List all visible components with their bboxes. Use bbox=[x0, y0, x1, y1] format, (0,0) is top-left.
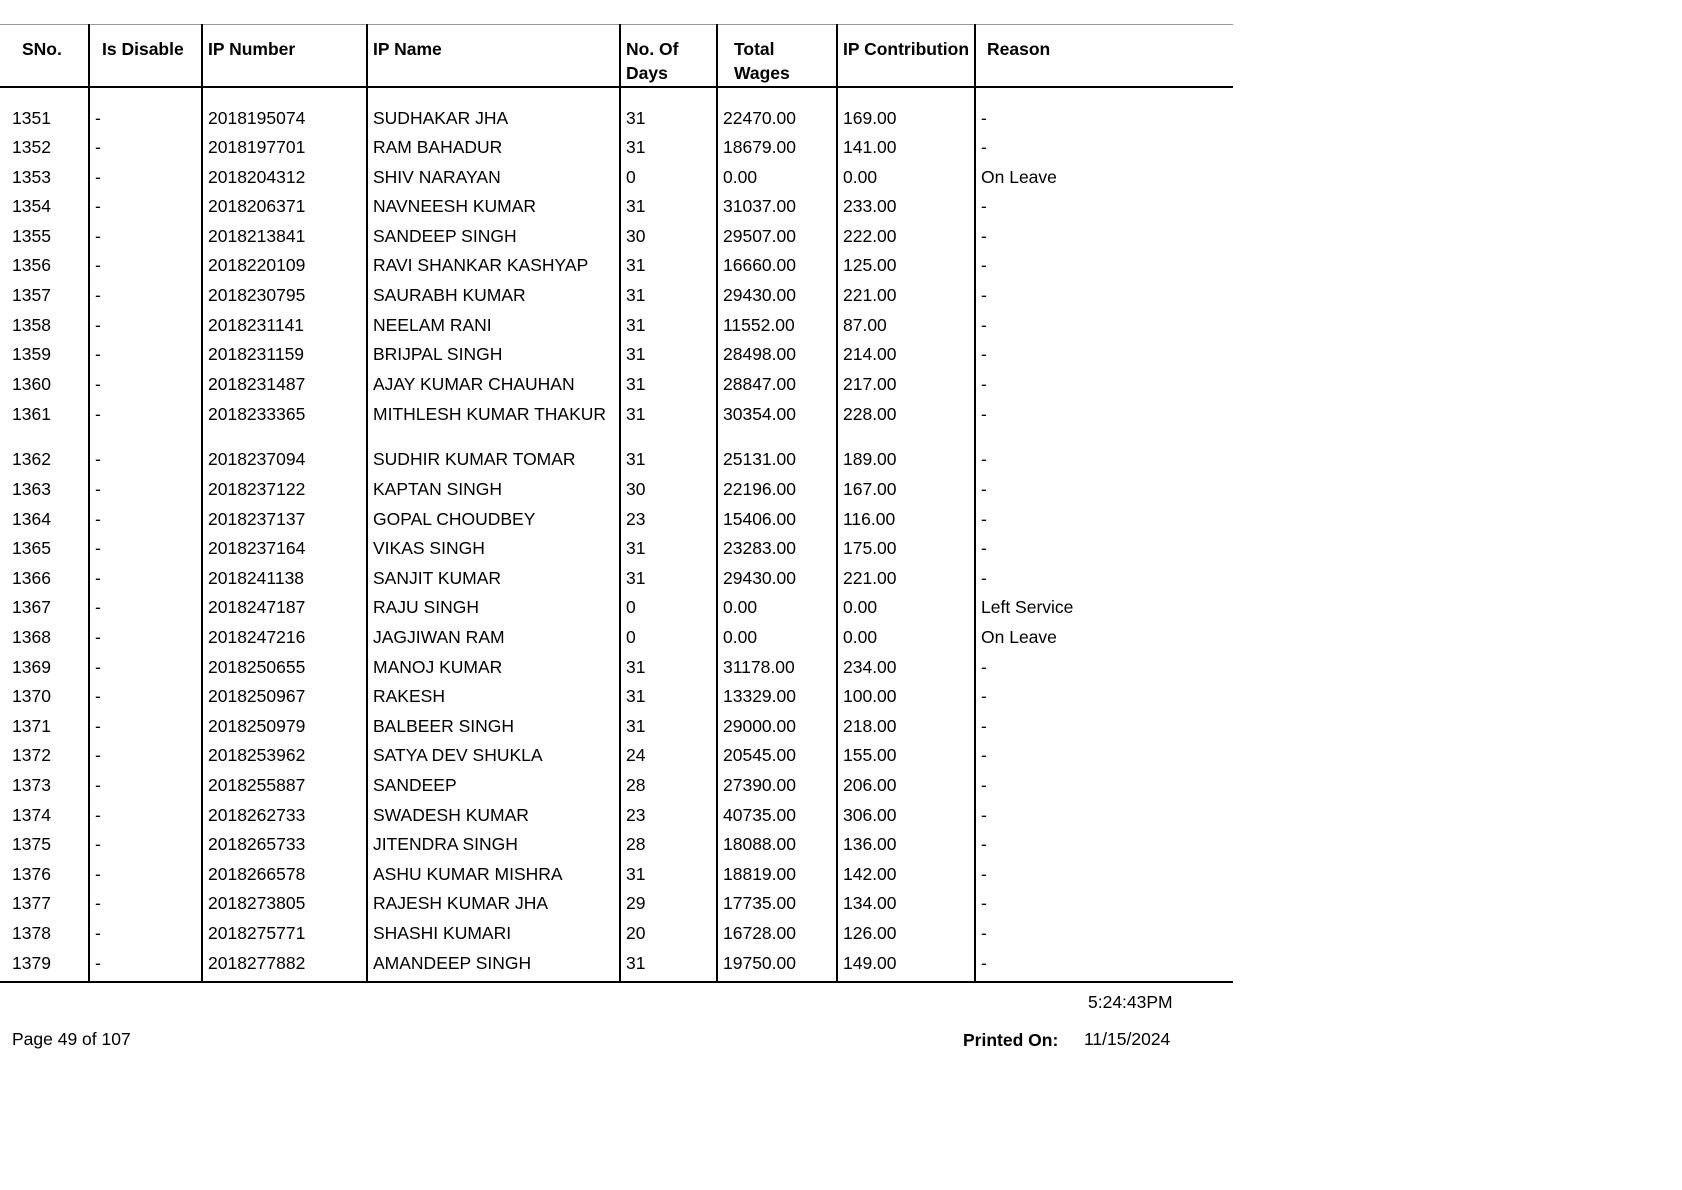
cell-ip-name: NAVNEESH KUMAR bbox=[367, 192, 620, 222]
cell-total-wages: 29430.00 bbox=[717, 281, 837, 311]
cell-ip-contribution: 169.00 bbox=[837, 104, 975, 134]
cell-ip-number: 2018197701 bbox=[202, 133, 367, 163]
cell-is-disable: - bbox=[89, 860, 202, 890]
cell-reason: - bbox=[975, 564, 1233, 594]
cell-total-wages: 17735.00 bbox=[717, 889, 837, 919]
table-row bbox=[0, 919, 1233, 949]
cell-total-wages: 0.00 bbox=[717, 593, 837, 623]
cell-no-of-days: 31 bbox=[620, 653, 717, 683]
cell-sno: 1377 bbox=[12, 893, 51, 914]
cell-reason: - bbox=[975, 192, 1233, 222]
cell-ip-number: 2018231159 bbox=[202, 340, 367, 370]
cell-sno: 1376 bbox=[12, 863, 51, 884]
cell-ip-number: 2018237094 bbox=[202, 445, 367, 475]
cell-is-disable: - bbox=[89, 830, 202, 860]
cell-is-disable: - bbox=[89, 623, 202, 653]
cell-ip-contribution: 306.00 bbox=[837, 801, 975, 831]
table-row bbox=[0, 949, 1233, 983]
spacer-cell bbox=[717, 87, 837, 104]
cell-total-wages: 16660.00 bbox=[717, 251, 837, 281]
cell-ip-number: 2018241138 bbox=[202, 564, 367, 594]
cell-no-of-days: 0 bbox=[620, 623, 717, 653]
cell-reason: - bbox=[975, 534, 1233, 564]
cell-ip-number: 2018247216 bbox=[202, 623, 367, 653]
cell-ip-contribution: 141.00 bbox=[837, 133, 975, 163]
cell-sno: 1355 bbox=[12, 225, 51, 246]
cell-reason: - bbox=[975, 104, 1233, 134]
cell-sno: 1357 bbox=[12, 285, 51, 306]
cell-sno: 1373 bbox=[12, 774, 51, 795]
cell-no-of-days: 31 bbox=[620, 534, 717, 564]
cell-ip-number: 2018231487 bbox=[202, 370, 367, 400]
cell-ip-name: SAURABH KUMAR bbox=[367, 281, 620, 311]
table-row bbox=[0, 653, 1233, 683]
cell-sno: 1378 bbox=[12, 922, 51, 943]
cell-ip-number: 2018213841 bbox=[202, 222, 367, 252]
cell-total-wages: 28847.00 bbox=[717, 370, 837, 400]
table-row bbox=[0, 771, 1233, 801]
cell-no-of-days: 24 bbox=[620, 741, 717, 771]
header-ip-name: IP Name bbox=[367, 25, 620, 87]
cell-ip-number: 2018253962 bbox=[202, 741, 367, 771]
cell-ip-name: NEELAM RANI bbox=[367, 311, 620, 341]
cell-no-of-days: 31 bbox=[620, 251, 717, 281]
table-row bbox=[0, 712, 1233, 742]
cell-total-wages: 0.00 bbox=[717, 623, 837, 653]
cell-reason: Left Service bbox=[975, 593, 1233, 623]
cell-total-wages: 31178.00 bbox=[717, 653, 837, 683]
cell-reason: - bbox=[975, 505, 1233, 535]
table-row bbox=[0, 475, 1233, 505]
cell-reason: - bbox=[975, 475, 1233, 505]
cell-is-disable: - bbox=[89, 311, 202, 341]
cell-reason: - bbox=[975, 889, 1233, 919]
cell-total-wages: 15406.00 bbox=[717, 505, 837, 535]
cell-no-of-days: 0 bbox=[620, 163, 717, 193]
cell-total-wages: 40735.00 bbox=[717, 801, 837, 831]
cell-ip-name: ASHU KUMAR MISHRA bbox=[367, 860, 620, 890]
cell-reason: - bbox=[975, 830, 1233, 860]
cell-ip-contribution: 206.00 bbox=[837, 771, 975, 801]
cell-total-wages: 20545.00 bbox=[717, 741, 837, 771]
cell-reason: On Leave bbox=[975, 163, 1233, 193]
cell-ip-number: 2018231141 bbox=[202, 311, 367, 341]
spacer-cell bbox=[0, 87, 89, 104]
cell-ip-name: JITENDRA SINGH bbox=[367, 830, 620, 860]
cell-ip-number: 2018237137 bbox=[202, 505, 367, 535]
table-row bbox=[0, 340, 1233, 370]
cell-ip-number: 2018265733 bbox=[202, 830, 367, 860]
header-ip-contribution: IP Contribution bbox=[837, 25, 975, 87]
printed-time: 5:24:43PM bbox=[1088, 992, 1173, 1012]
cell-is-disable: - bbox=[89, 281, 202, 311]
cell-total-wages: 29000.00 bbox=[717, 712, 837, 742]
cell-sno: 1379 bbox=[0, 949, 89, 983]
cell-is-disable: - bbox=[89, 340, 202, 370]
cell-ip-contribution: 217.00 bbox=[837, 370, 975, 400]
cell-ip-contribution: 214.00 bbox=[837, 340, 975, 370]
table-row bbox=[0, 104, 1233, 134]
cell-total-wages: 22470.00 bbox=[717, 104, 837, 134]
table-row bbox=[0, 281, 1233, 311]
cell-is-disable: - bbox=[89, 653, 202, 683]
cell-total-wages: 31037.00 bbox=[717, 192, 837, 222]
cell-is-disable: - bbox=[89, 222, 202, 252]
table-row bbox=[0, 505, 1233, 535]
cell-ip-number: 2018250967 bbox=[202, 682, 367, 712]
printed-on-label: Printed On: bbox=[963, 1030, 1059, 1050]
header-is-disable: Is Disable bbox=[89, 25, 202, 87]
cell-reason: - bbox=[975, 251, 1233, 281]
cell-sno: 1362 bbox=[12, 449, 51, 470]
cell-no-of-days: 31 bbox=[620, 564, 717, 594]
cell-no-of-days: 31 bbox=[620, 104, 717, 134]
cell-sno: 1358 bbox=[12, 314, 51, 335]
cell-ip-contribution: 125.00 bbox=[837, 251, 975, 281]
contribution-table bbox=[0, 24, 1233, 983]
table-row bbox=[0, 593, 1233, 623]
cell-ip-name: AJAY KUMAR CHAUHAN bbox=[367, 370, 620, 400]
spacer-cell bbox=[89, 87, 202, 104]
cell-total-wages: 27390.00 bbox=[717, 771, 837, 801]
cell-total-wages: 23283.00 bbox=[717, 534, 837, 564]
spacer-cell bbox=[202, 87, 367, 104]
cell-is-disable: - bbox=[89, 445, 202, 475]
cell-ip-contribution: 149.00 bbox=[837, 949, 975, 983]
cell-ip-number: 2018237122 bbox=[202, 475, 367, 505]
cell-no-of-days: 28 bbox=[620, 771, 717, 801]
cell-ip-number: 2018255887 bbox=[202, 771, 367, 801]
cell-reason: - bbox=[975, 340, 1233, 370]
cell-ip-number: 2018233365 bbox=[202, 399, 367, 445]
table-row bbox=[0, 399, 1233, 445]
cell-sno: 1360 bbox=[12, 373, 51, 394]
cell-ip-contribution: 228.00 bbox=[837, 399, 975, 445]
cell-ip-contribution: 189.00 bbox=[837, 445, 975, 475]
cell-ip-contribution: 134.00 bbox=[837, 889, 975, 919]
cell-reason: - bbox=[975, 771, 1233, 801]
table-row bbox=[0, 801, 1233, 831]
table-row bbox=[0, 860, 1233, 890]
cell-reason: - bbox=[975, 653, 1233, 683]
table-row bbox=[0, 564, 1233, 594]
cell-ip-contribution: 87.00 bbox=[837, 311, 975, 341]
cell-total-wages: 16728.00 bbox=[717, 919, 837, 949]
cell-ip-number: 2018277882 bbox=[202, 949, 367, 983]
cell-is-disable: - bbox=[89, 133, 202, 163]
cell-sno: 1367 bbox=[12, 597, 51, 618]
header-sno: SNo. bbox=[0, 25, 89, 87]
cell-ip-number: 2018220109 bbox=[202, 251, 367, 281]
cell-is-disable: - bbox=[89, 370, 202, 400]
cell-ip-name: BRIJPAL SINGH bbox=[367, 340, 620, 370]
header-reason: Reason bbox=[975, 25, 1233, 87]
cell-total-wages: 29430.00 bbox=[717, 564, 837, 594]
cell-ip-contribution: 0.00 bbox=[837, 623, 975, 653]
cell-ip-number: 2018230795 bbox=[202, 281, 367, 311]
cell-is-disable: - bbox=[89, 801, 202, 831]
cell-ip-contribution: 221.00 bbox=[837, 281, 975, 311]
cell-total-wages: 13329.00 bbox=[717, 682, 837, 712]
header-row bbox=[0, 25, 1233, 87]
cell-reason: - bbox=[975, 919, 1233, 949]
cell-ip-name: KAPTAN SINGH bbox=[367, 475, 620, 505]
cell-is-disable: - bbox=[89, 163, 202, 193]
cell-is-disable: - bbox=[89, 251, 202, 281]
table-spacer-row bbox=[0, 87, 1233, 104]
cell-sno: 1375 bbox=[12, 834, 51, 855]
cell-sno: 1365 bbox=[12, 538, 51, 559]
table-row bbox=[0, 889, 1233, 919]
cell-is-disable: - bbox=[89, 712, 202, 742]
header-total-wages: Total Wages bbox=[717, 25, 837, 87]
cell-ip-number: 2018250979 bbox=[202, 712, 367, 742]
cell-is-disable: - bbox=[89, 505, 202, 535]
cell-reason: - bbox=[975, 222, 1233, 252]
table-body bbox=[0, 87, 1233, 983]
cell-is-disable: - bbox=[89, 741, 202, 771]
cell-total-wages: 30354.00 bbox=[717, 399, 837, 445]
cell-ip-name: SANDEEP SINGH bbox=[367, 222, 620, 252]
cell-ip-name: RAJU SINGH bbox=[367, 593, 620, 623]
cell-no-of-days: 31 bbox=[620, 311, 717, 341]
cell-ip-contribution: 222.00 bbox=[837, 222, 975, 252]
table-row bbox=[0, 222, 1233, 252]
cell-no-of-days: 31 bbox=[620, 682, 717, 712]
cell-reason: - bbox=[975, 311, 1233, 341]
cell-is-disable: - bbox=[89, 593, 202, 623]
cell-ip-number: 2018247187 bbox=[202, 593, 367, 623]
header-no-of-days: No. Of Days bbox=[620, 25, 717, 87]
cell-no-of-days: 31 bbox=[620, 340, 717, 370]
cell-ip-contribution: 175.00 bbox=[837, 534, 975, 564]
cell-ip-contribution: 0.00 bbox=[837, 163, 975, 193]
cell-sno: 1353 bbox=[12, 166, 51, 187]
cell-sno: 1361 bbox=[12, 404, 51, 425]
cell-ip-name: AMANDEEP SINGH bbox=[367, 949, 620, 983]
cell-reason: - bbox=[975, 741, 1233, 771]
cell-ip-number: 2018266578 bbox=[202, 860, 367, 890]
table-row bbox=[0, 311, 1233, 341]
cell-ip-contribution: 233.00 bbox=[837, 192, 975, 222]
cell-total-wages: 11552.00 bbox=[717, 311, 837, 341]
cell-total-wages: 18679.00 bbox=[717, 133, 837, 163]
spacer-cell bbox=[367, 87, 620, 104]
cell-no-of-days: 31 bbox=[620, 712, 717, 742]
cell-ip-name: SUDHIR KUMAR TOMAR bbox=[367, 445, 620, 475]
cell-ip-number: 2018206371 bbox=[202, 192, 367, 222]
table-row bbox=[0, 534, 1233, 564]
cell-ip-contribution: 218.00 bbox=[837, 712, 975, 742]
cell-ip-contribution: 234.00 bbox=[837, 653, 975, 683]
cell-ip-name: MANOJ KUMAR bbox=[367, 653, 620, 683]
cell-ip-contribution: 126.00 bbox=[837, 919, 975, 949]
cell-is-disable: - bbox=[89, 682, 202, 712]
cell-reason: - bbox=[975, 860, 1233, 890]
cell-is-disable: - bbox=[89, 192, 202, 222]
spacer-cell bbox=[975, 87, 1233, 104]
cell-no-of-days: 0 bbox=[620, 593, 717, 623]
table-row bbox=[0, 623, 1233, 653]
cell-no-of-days: 23 bbox=[620, 505, 717, 535]
cell-reason: - bbox=[975, 712, 1233, 742]
cell-ip-number: 2018250655 bbox=[202, 653, 367, 683]
cell-ip-contribution: 116.00 bbox=[837, 505, 975, 535]
table-row bbox=[0, 445, 1233, 475]
cell-no-of-days: 28 bbox=[620, 830, 717, 860]
cell-ip-name: RAJESH KUMAR JHA bbox=[367, 889, 620, 919]
cell-is-disable: - bbox=[89, 564, 202, 594]
cell-sno: 1352 bbox=[12, 137, 51, 158]
cell-sno: 1372 bbox=[12, 745, 51, 766]
cell-is-disable: - bbox=[89, 919, 202, 949]
cell-sno: 1370 bbox=[12, 686, 51, 707]
spacer-cell bbox=[620, 87, 717, 104]
cell-ip-number: 2018195074 bbox=[202, 104, 367, 134]
cell-no-of-days: 31 bbox=[620, 192, 717, 222]
cell-total-wages: 22196.00 bbox=[717, 475, 837, 505]
cell-ip-name: MITHLESH KUMAR THAKUR bbox=[367, 399, 620, 445]
table-row bbox=[0, 370, 1233, 400]
table-row bbox=[0, 192, 1233, 222]
table-row bbox=[0, 133, 1233, 163]
cell-is-disable: - bbox=[89, 889, 202, 919]
cell-ip-contribution: 142.00 bbox=[837, 860, 975, 890]
cell-no-of-days: 23 bbox=[620, 801, 717, 831]
cell-ip-name: SANJIT KUMAR bbox=[367, 564, 620, 594]
cell-ip-contribution: 100.00 bbox=[837, 682, 975, 712]
cell-is-disable: - bbox=[89, 534, 202, 564]
cell-ip-name: SUDHAKAR JHA bbox=[367, 104, 620, 134]
cell-no-of-days: 31 bbox=[620, 860, 717, 890]
cell-ip-name: VIKAS SINGH bbox=[367, 534, 620, 564]
cell-no-of-days: 31 bbox=[620, 133, 717, 163]
cell-is-disable: - bbox=[89, 771, 202, 801]
cell-total-wages: 18819.00 bbox=[717, 860, 837, 890]
cell-ip-name: JAGJIWAN RAM bbox=[367, 623, 620, 653]
cell-ip-name: RAVI SHANKAR KASHYAP bbox=[367, 251, 620, 281]
cell-ip-number: 2018273805 bbox=[202, 889, 367, 919]
cell-total-wages: 28498.00 bbox=[717, 340, 837, 370]
cell-ip-name: SANDEEP bbox=[367, 771, 620, 801]
cell-ip-name: SATYA DEV SHUKLA bbox=[367, 741, 620, 771]
table-row bbox=[0, 251, 1233, 281]
cell-no-of-days: 31 bbox=[620, 445, 717, 475]
cell-sno: 1351 bbox=[12, 107, 51, 128]
cell-no-of-days: 20 bbox=[620, 919, 717, 949]
cell-reason: On Leave bbox=[975, 623, 1233, 653]
cell-is-disable: - bbox=[89, 399, 202, 445]
cell-no-of-days: 31 bbox=[620, 281, 717, 311]
cell-total-wages: 18088.00 bbox=[717, 830, 837, 860]
page-number: Page 49 of 107 bbox=[12, 1029, 131, 1049]
cell-ip-number: 2018237164 bbox=[202, 534, 367, 564]
cell-ip-name: SHASHI KUMARI bbox=[367, 919, 620, 949]
cell-no-of-days: 29 bbox=[620, 889, 717, 919]
table-header bbox=[0, 25, 1233, 87]
cell-ip-contribution: 0.00 bbox=[837, 593, 975, 623]
cell-reason: - bbox=[975, 370, 1233, 400]
cell-is-disable: - bbox=[89, 475, 202, 505]
cell-sno: 1354 bbox=[12, 196, 51, 217]
cell-ip-name: SWADESH KUMAR bbox=[367, 801, 620, 831]
cell-sno: 1366 bbox=[12, 567, 51, 588]
cell-sno: 1356 bbox=[12, 255, 51, 276]
cell-total-wages: 0.00 bbox=[717, 163, 837, 193]
cell-sno: 1374 bbox=[12, 804, 51, 825]
cell-ip-name: RAKESH bbox=[367, 682, 620, 712]
cell-is-disable: - bbox=[89, 104, 202, 134]
cell-ip-number: 2018204312 bbox=[202, 163, 367, 193]
cell-ip-number: 2018275771 bbox=[202, 919, 367, 949]
cell-no-of-days: 31 bbox=[620, 370, 717, 400]
table-row bbox=[0, 163, 1233, 193]
table-row bbox=[0, 830, 1233, 860]
cell-ip-number: 2018262733 bbox=[202, 801, 367, 831]
header-ip-number: IP Number bbox=[202, 25, 367, 87]
cell-reason: - bbox=[975, 281, 1233, 311]
cell-reason: - bbox=[975, 949, 1233, 983]
cell-no-of-days: 30 bbox=[620, 475, 717, 505]
cell-total-wages: 19750.00 bbox=[717, 949, 837, 983]
cell-ip-name: GOPAL CHOUDBEY bbox=[367, 505, 620, 535]
cell-reason: - bbox=[975, 133, 1233, 163]
table-row bbox=[0, 682, 1233, 712]
cell-ip-contribution: 167.00 bbox=[837, 475, 975, 505]
cell-reason: - bbox=[975, 445, 1233, 475]
spacer-cell bbox=[837, 87, 975, 104]
table-row bbox=[0, 741, 1233, 771]
cell-no-of-days: 31 bbox=[620, 949, 717, 983]
cell-sno: 1371 bbox=[12, 715, 51, 736]
cell-no-of-days: 31 bbox=[620, 399, 717, 445]
cell-ip-name: RAM BAHADUR bbox=[367, 133, 620, 163]
cell-sno: 1359 bbox=[12, 344, 51, 365]
cell-sno: 1369 bbox=[12, 656, 51, 677]
cell-ip-name: SHIV NARAYAN bbox=[367, 163, 620, 193]
cell-reason: - bbox=[975, 682, 1233, 712]
cell-sno: 1363 bbox=[12, 479, 51, 500]
cell-reason: - bbox=[975, 801, 1233, 831]
printed-on-date: 11/15/2024 bbox=[1084, 1029, 1171, 1049]
cell-total-wages: 29507.00 bbox=[717, 222, 837, 252]
cell-ip-name: BALBEER SINGH bbox=[367, 712, 620, 742]
cell-sno: 1368 bbox=[12, 627, 51, 647]
cell-reason: - bbox=[975, 399, 1233, 445]
cell-ip-contribution: 155.00 bbox=[837, 741, 975, 771]
cell-is-disable: - bbox=[89, 949, 202, 983]
cell-ip-contribution: 136.00 bbox=[837, 830, 975, 860]
cell-ip-contribution: 221.00 bbox=[837, 564, 975, 594]
cell-no-of-days: 30 bbox=[620, 222, 717, 252]
cell-total-wages: 25131.00 bbox=[717, 445, 837, 475]
cell-sno: 1364 bbox=[12, 508, 51, 529]
